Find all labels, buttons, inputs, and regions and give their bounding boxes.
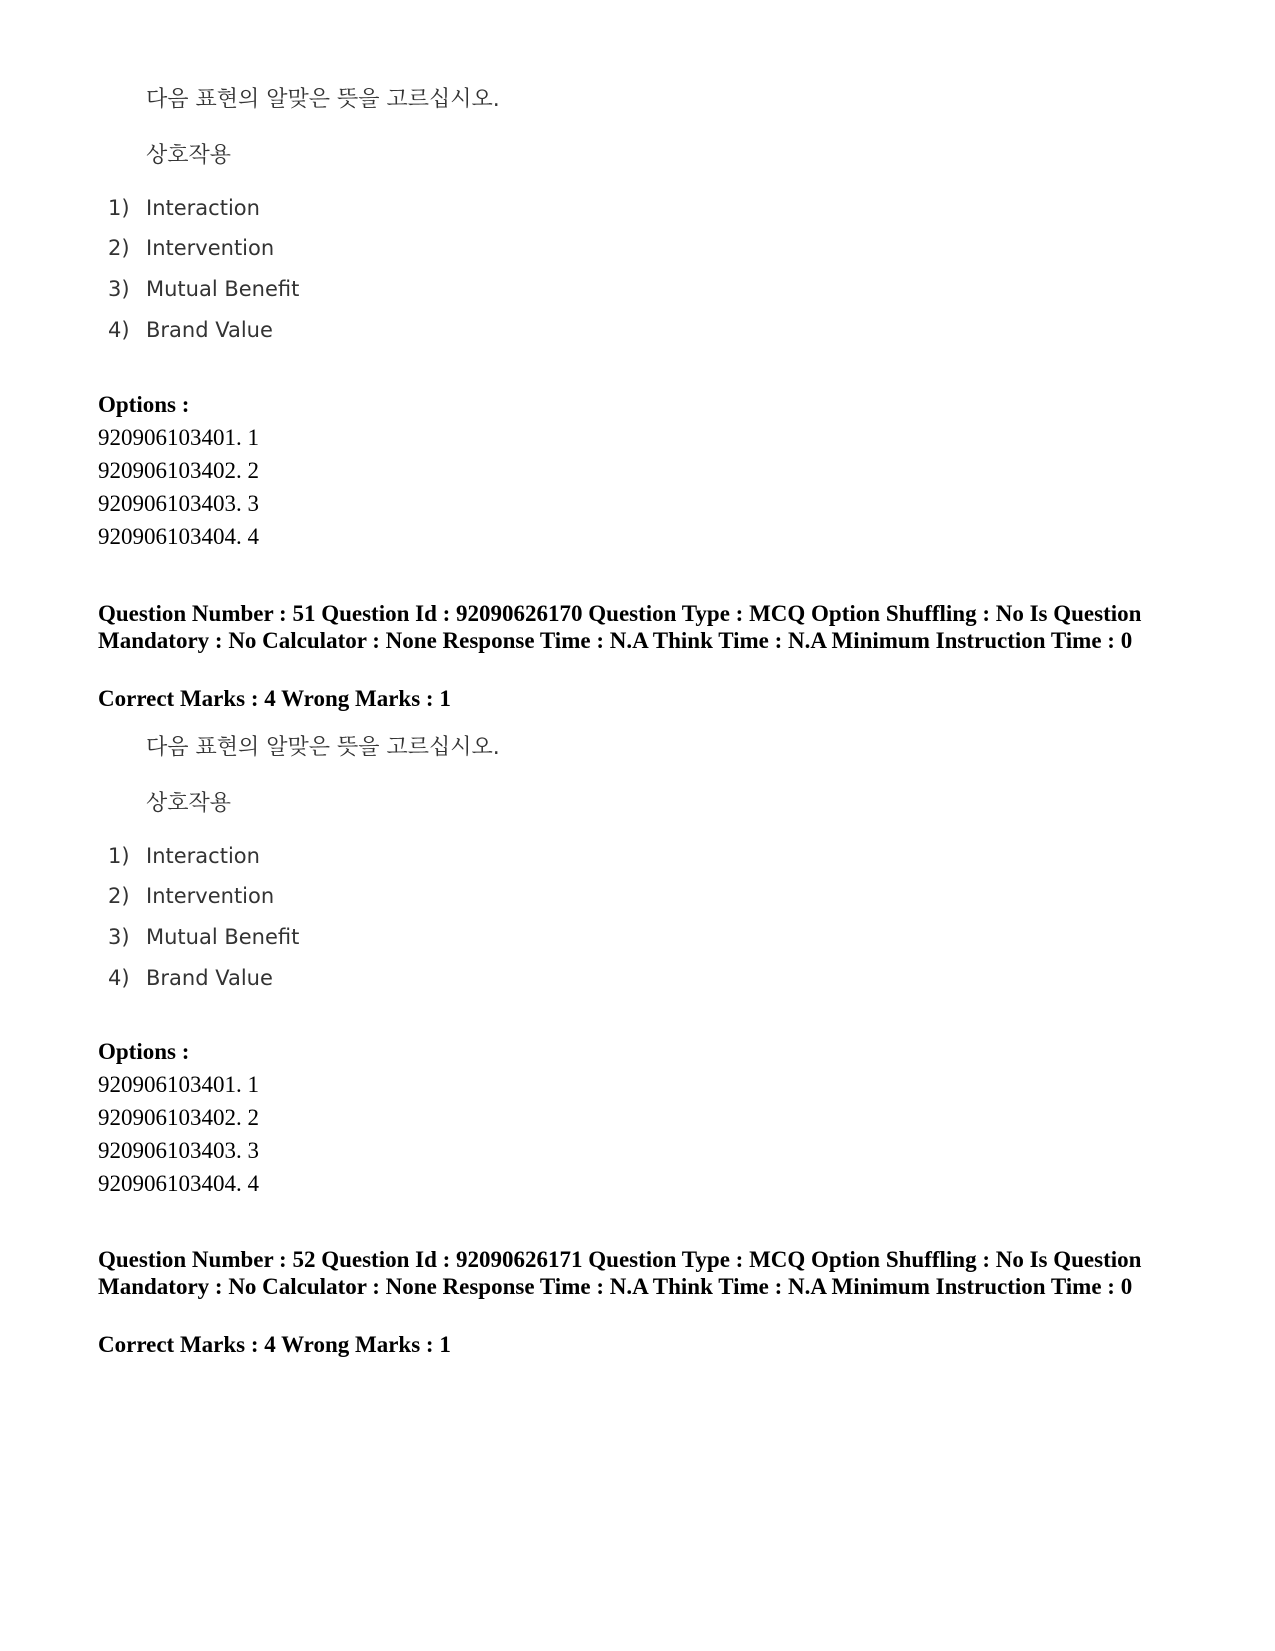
- choice-text: Interaction: [146, 844, 260, 868]
- choice-item: [108, 236, 274, 260]
- choice-number: 4): [108, 966, 130, 990]
- question-52-marks: Correct Marks : 4 Wrong Marks : 1: [98, 1332, 451, 1357]
- choice-number: 1): [108, 844, 130, 868]
- choice-text: Interaction: [146, 196, 260, 220]
- option-line: 920906103402. 2: [98, 458, 259, 483]
- choice-item: [108, 318, 273, 342]
- option-line: 920906103403. 3: [98, 1138, 259, 1163]
- choice-text: Mutual Benefit: [146, 277, 300, 301]
- option-line: 920906103401. 1: [98, 425, 259, 450]
- choice-number: 3): [108, 277, 130, 301]
- choice-text: Intervention: [146, 236, 275, 260]
- choice-text: Mutual Benefit: [146, 925, 300, 949]
- choice-number: 2): [108, 236, 130, 260]
- question-51-meta: Question Number : 51 Question Id : 92090626170 Question Type : MCQ Option Shuffling : No Is Question Mandatory : No Calculator : None Response Time : N.A Think Time : N.A Minimum Instruction Time : 0: [98, 601, 1142, 653]
- options-list-top: [98, 388, 259, 553]
- option-line: 920906103404. 4: [98, 524, 259, 549]
- option-line: 920906103401. 1: [98, 1072, 259, 1097]
- choice-number: 4): [108, 318, 130, 342]
- choice-text: Brand Value: [146, 966, 273, 990]
- question-word: 상호작용: [146, 791, 232, 816]
- option-line: 920906103404. 4: [98, 1171, 259, 1196]
- choice-item: [108, 966, 273, 990]
- options-title: Options :: [98, 392, 190, 417]
- choice-text: Brand Value: [146, 318, 273, 342]
- choice-number: 1): [108, 196, 130, 220]
- choice-number: 3): [108, 925, 130, 949]
- choice-item: [108, 844, 260, 868]
- question-word: 상호작용: [146, 143, 232, 168]
- question-prompt: 다음 표현의 알맞은 뜻을 고르십시오.: [146, 735, 500, 760]
- options-title: Options :: [98, 1039, 190, 1064]
- choice-number: 2): [108, 884, 130, 908]
- option-line: 920906103402. 2: [98, 1105, 259, 1130]
- choice-item: [108, 277, 299, 301]
- choice-text: Intervention: [146, 884, 275, 908]
- question-52-meta: Question Number : 52 Question Id : 92090626171 Question Type : MCQ Option Shuffling : No Is Question Mandatory : No Calculator : None Response Time : N.A Think Time : N.A Minimum Instruction Time : 0: [98, 1247, 1142, 1299]
- choice-item: [108, 884, 274, 908]
- question-prompt: 다음 표현의 알맞은 뜻을 고르십시오.: [146, 87, 500, 112]
- choice-item: [108, 196, 260, 220]
- options-list-51: [98, 1035, 259, 1200]
- choice-item: [108, 925, 299, 949]
- question-51-marks: Correct Marks : 4 Wrong Marks : 1: [98, 686, 451, 711]
- option-line: 920906103403. 3: [98, 491, 259, 516]
